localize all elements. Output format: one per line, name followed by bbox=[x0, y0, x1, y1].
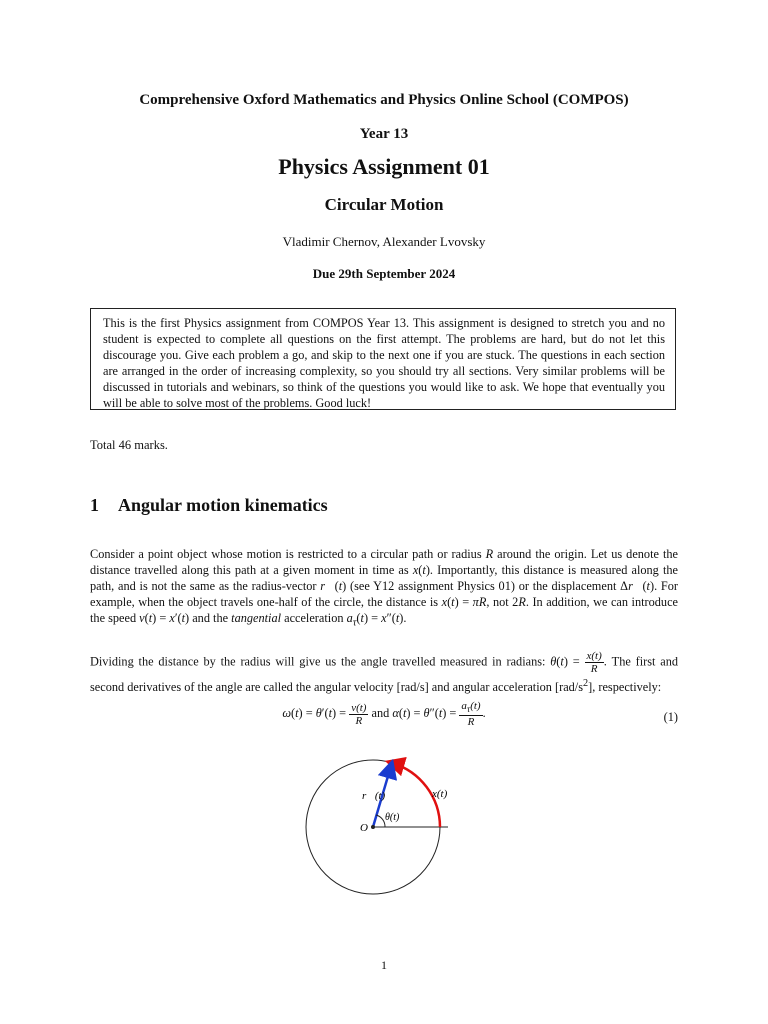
circular-motion-figure bbox=[300, 755, 470, 905]
section-title: Angular motion kinematics bbox=[118, 495, 328, 515]
angle-arc bbox=[376, 815, 385, 827]
equation-angular-velocity-acceleration: ω(t) = θ′(t) = $\frac{v(t)}{R}$ and α(t) = θ″(t) = $\frac{a_\tau(t)}{R}$ . (1) bbox=[282, 700, 678, 729]
radius-vector-label: r⃗(t) bbox=[362, 790, 386, 802]
year-label: Year 13 bbox=[359, 126, 409, 142]
authors: Vladimir Chernov, Alexander Lvovsky bbox=[282, 234, 486, 249]
total-marks: Total 46 marks. bbox=[90, 438, 168, 452]
section-number: 1 bbox=[90, 495, 99, 515]
equation-number: (1) bbox=[663, 710, 678, 724]
page-number: 1 bbox=[381, 958, 387, 972]
angle-label: θ(t) bbox=[385, 812, 400, 823]
paragraph-angular-definitions: Dividing the distance by the radius will give us the angle travelled measured in radians: θ(t) = $\frac{x(t)}{R}$ . The first and second derivatives of the angle are called the angular velocity [rad/s] and angular acceleration $[rad/s^2]$, respectively: bbox=[90, 650, 679, 695]
section-heading bbox=[90, 495, 328, 516]
page-subtitle: Circular Motion bbox=[324, 195, 444, 214]
abstract-box: This is the first Physics assignment from COMPOS Year 13. This assignment is designed to stretch you and no student is expected to complete all questions on the first attempt. The problems are hard, but do not let this discourage you. Give each problem a go, and skip to the next one if you are stuck. The questions in each section are arranged in the order of increasing complexity, so you should try all sections. Very similar problems will be discussed in tutorials and webinars, so think of the questions you would like to ask. We hope that eventually you will be able to solve most of the problems. Good luck! bbox=[90, 308, 676, 410]
origin-point bbox=[371, 825, 375, 829]
paragraph-kinematics-intro: Consider a point object whose motion is restricted to a circular path or radius R around the origin. Let us denote the distance travelled along this path at a given moment in time as x(t). Importantly, this distance is measured along the path, and is not the same as the radius-vector r⃗(t) (see Y12 assignment Physics 01) or the displacement Δr⃗(t). For example, when the object travels one-half of the circle, the distance is x(t) = πR, not 2R. In addition, we can introduce the speed v(t) = x′(t) and the tangential acceleration $a_\tau(t) = x''(t)$. bbox=[90, 547, 678, 629]
due-date: Due 29th September 2024 bbox=[312, 266, 456, 281]
arc-label: x(t) bbox=[432, 788, 448, 800]
origin-label: O bbox=[360, 822, 368, 834]
page-title: Physics Assignment 01 bbox=[278, 154, 490, 179]
school-name: Comprehensive Oxford Mathematics and Physics Online School (COMPOS) bbox=[139, 92, 629, 108]
